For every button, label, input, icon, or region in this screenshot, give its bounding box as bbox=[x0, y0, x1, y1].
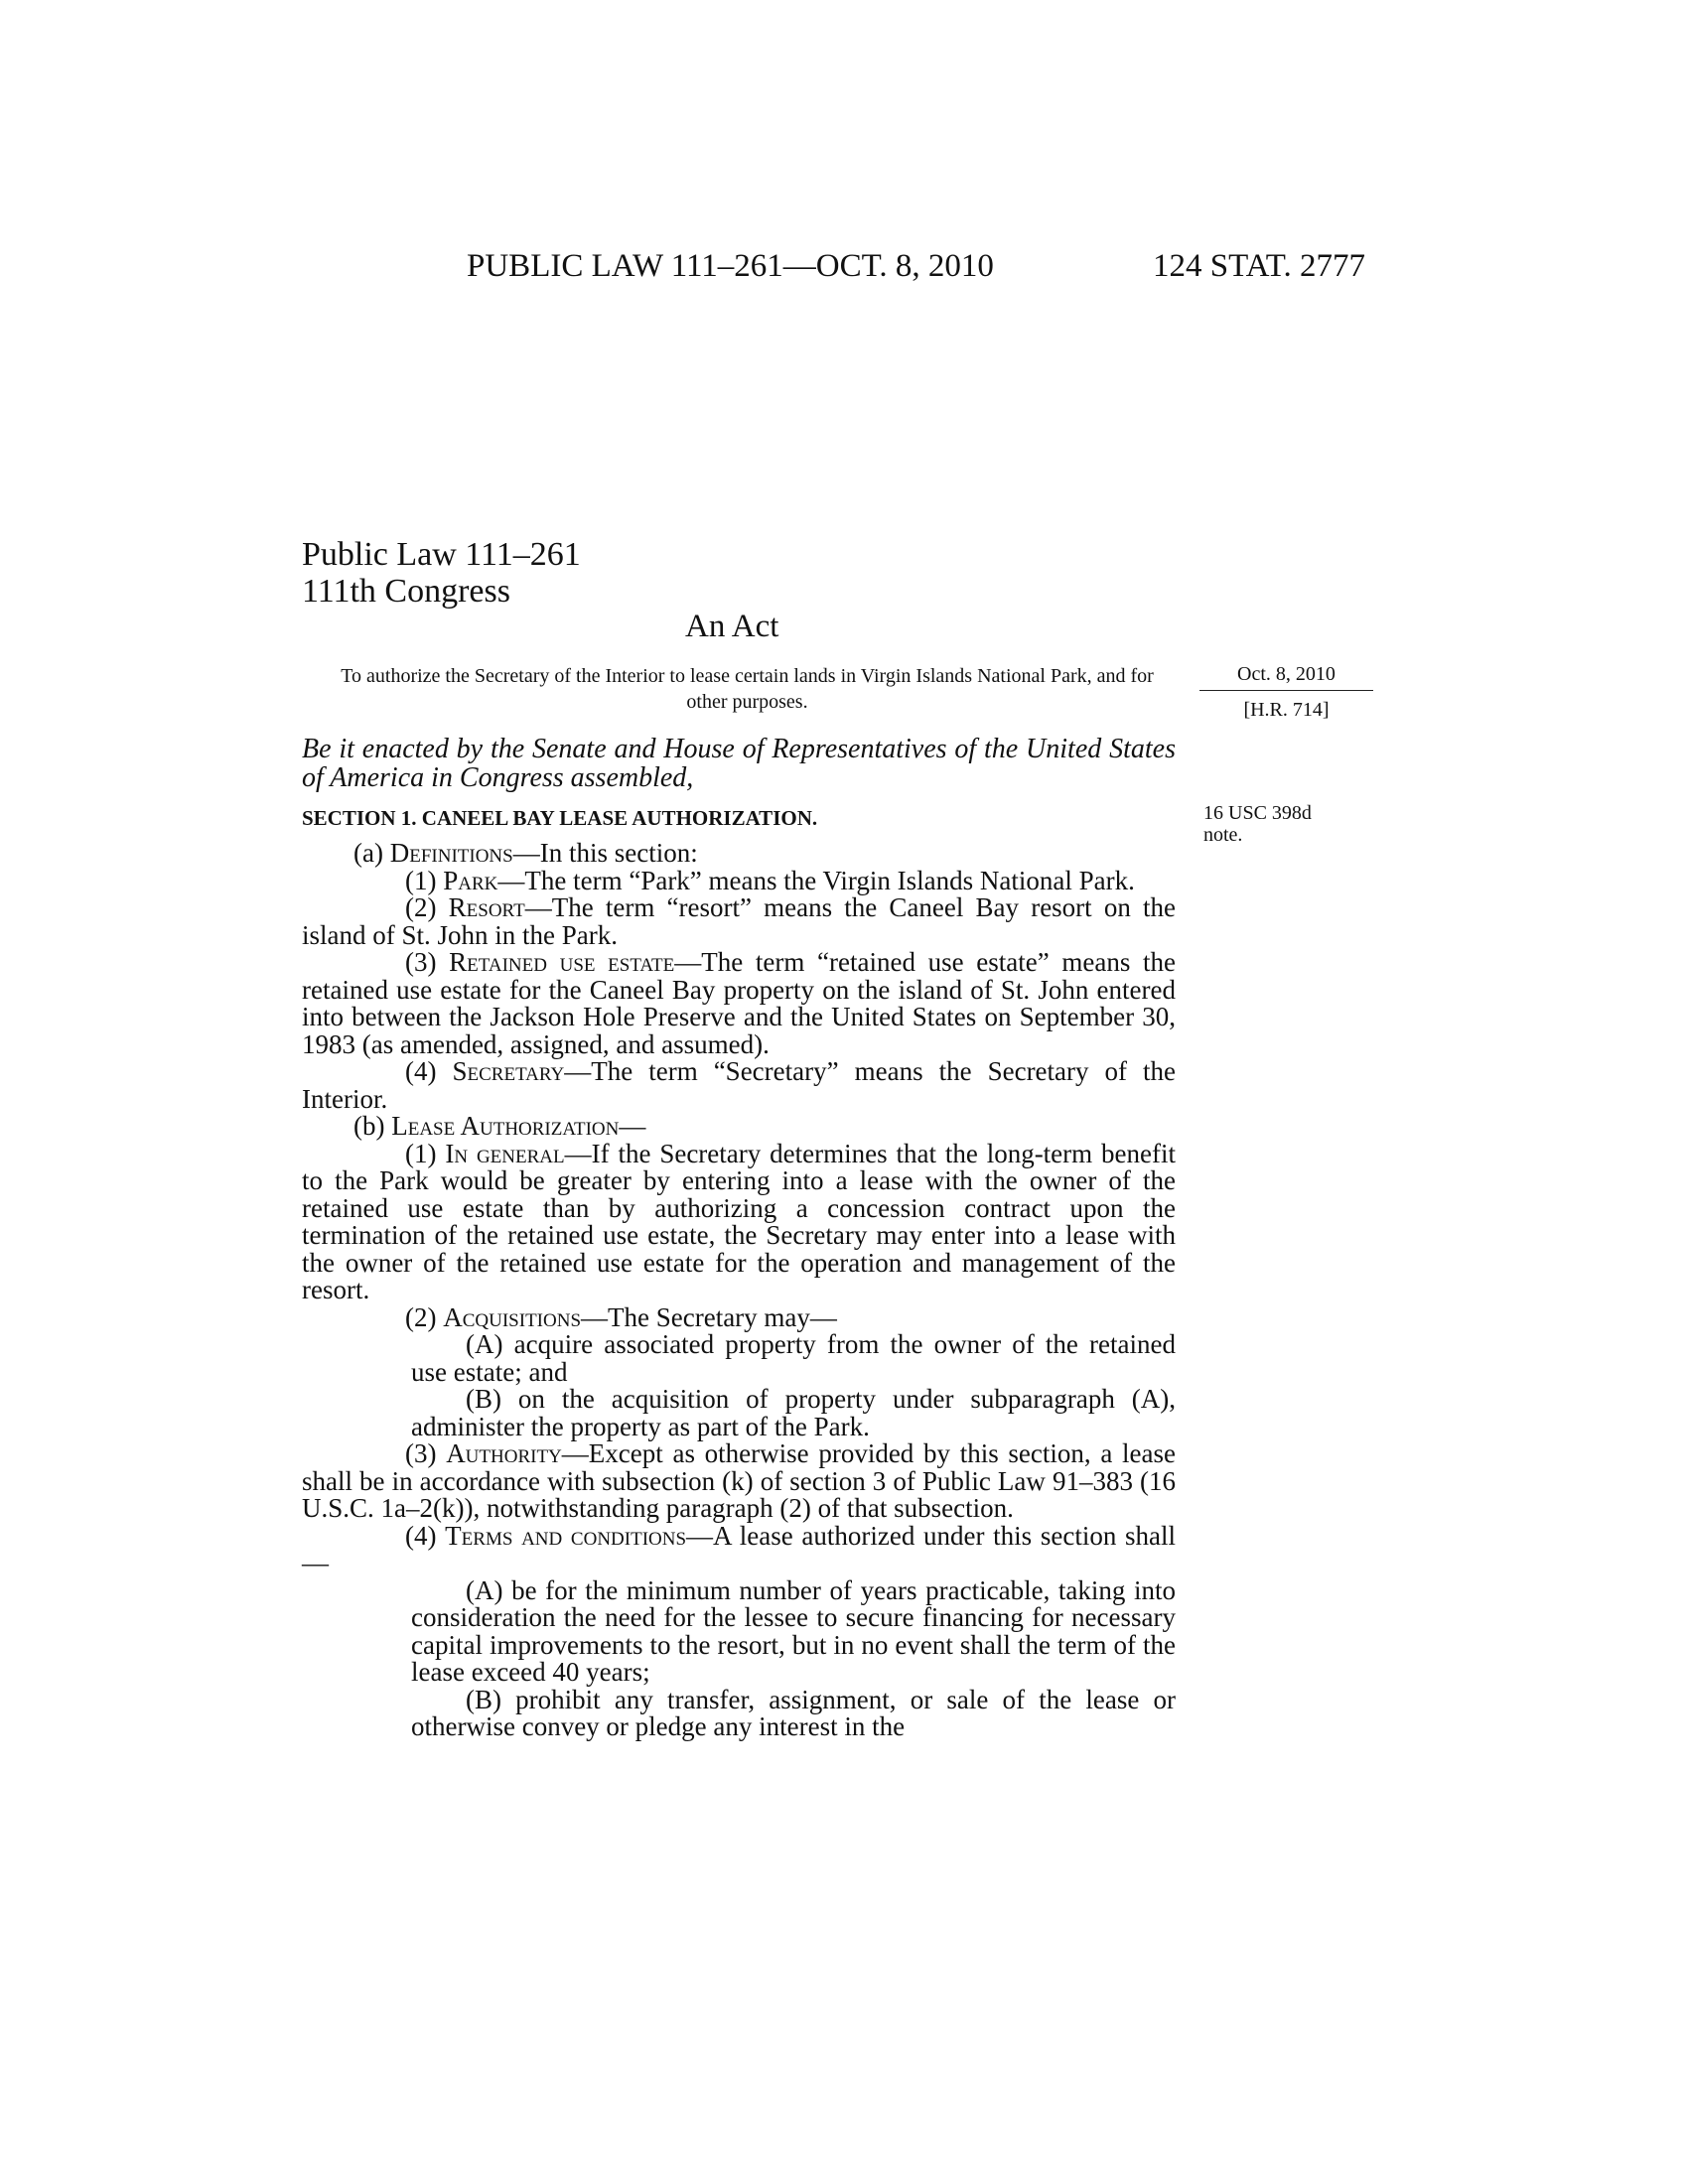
enactment-date-note: Oct. 8, 2010 bbox=[1199, 663, 1373, 691]
section-heading: SECTION 1. CANEEL BAY LEASE AUTHORIZATION. bbox=[302, 806, 818, 830]
law-heading bbox=[302, 536, 581, 610]
heading: Terms and conditions bbox=[445, 1520, 687, 1551]
section-body bbox=[302, 840, 1176, 1741]
heading: Acquisitions bbox=[443, 1301, 582, 1332]
text: —The term “Secretary” means the Secretary of the Interior. bbox=[302, 1056, 1177, 1114]
num: (2) bbox=[405, 892, 449, 922]
paragraph-b2 bbox=[302, 1301, 1176, 1332]
usc-citation-note bbox=[1203, 802, 1333, 846]
text: —In this section: bbox=[512, 838, 698, 868]
heading: In general bbox=[445, 1138, 565, 1168]
text: —The term “resort” means the Caneel Bay resort on the island of St. John in the Park. bbox=[302, 892, 1176, 950]
heading: Definitions bbox=[389, 838, 513, 868]
paragraph-a2 bbox=[302, 894, 1176, 949]
usc-citation-suffix: note. bbox=[1203, 824, 1243, 846]
num: (2) bbox=[405, 1301, 444, 1332]
subparagraph-b2A: (A) acquire associated property from the owner of the retained use estate; and bbox=[411, 1329, 1176, 1387]
heading: Park bbox=[443, 865, 498, 895]
paragraph-a4 bbox=[302, 1058, 1176, 1113]
act-title: An Act bbox=[685, 609, 779, 644]
text: —Except as otherwise provided by this section, a lease shall be in accordance with subsection (k) of section 3 of Public Law 91–383 (16 U.S.C. 1a–2(k)), notwithstanding paragraph (2) of that subsection. bbox=[302, 1438, 1176, 1523]
text: —If the Secretary determines that the long-term benefit to the Park would be greater by entering into a lease with the owner of the retained use estate than by authorizing a concession contract upon the termination of the retained use estate, the Secretary may enter into a lease with the owner of the retained use estate for the operation and management of the resort. bbox=[302, 1138, 1176, 1304]
subparagraph-b4B: (B) prohibit any transfer, assignment, or sale of the lease or otherwise convey or pledge any interest in the bbox=[411, 1684, 1176, 1741]
text: —The term “Park” means the Virgin Islands National Park. bbox=[497, 865, 1135, 895]
num: (3) bbox=[405, 947, 450, 977]
text: —The term “retained use estate” means the retained use estate for the Caneel Bay property on the island of St. John entered into between the Jackson Hole Preserve and the United States on September 30, 1983 (as amended, assigned, and assumed). bbox=[302, 947, 1177, 1059]
num: (1) bbox=[405, 865, 444, 895]
text: —A lease authorized under this section shall— bbox=[302, 1520, 1177, 1577]
heading: Resort bbox=[448, 892, 525, 922]
paragraph-a1 bbox=[302, 865, 1176, 895]
subsection-a bbox=[302, 840, 1176, 868]
num: (1) bbox=[405, 1138, 446, 1168]
heading: Authority bbox=[446, 1438, 562, 1468]
congress-number: 111th Congress bbox=[302, 573, 510, 610]
num: (4) bbox=[405, 1056, 453, 1086]
paragraph-b3 bbox=[302, 1440, 1176, 1523]
running-head-title: PUBLIC LAW 111–261—OCT. 8, 2010 bbox=[467, 248, 994, 284]
heading: Retained use estate bbox=[449, 947, 675, 977]
usc-citation-line: 16 USC 398d bbox=[1203, 802, 1312, 824]
purpose-statement: To authorize the Secretary of the Interior to lease certain lands in Virgin Islands National Park, and for other purposes. bbox=[341, 665, 1154, 713]
paragraph-a3 bbox=[302, 949, 1176, 1058]
text: — bbox=[619, 1111, 646, 1141]
running-head bbox=[467, 248, 1365, 284]
subsection-b bbox=[302, 1113, 1176, 1141]
enacting-clause: Be it enacted by the Senate and House of Representatives of the United States of America in Congress assembled, bbox=[302, 734, 1176, 793]
num: (3) bbox=[405, 1438, 447, 1468]
num: (4) bbox=[405, 1520, 446, 1551]
paragraph-b4 bbox=[302, 1520, 1177, 1577]
subparagraph-b2B: (B) on the acquisition of property under subparagraph (A), administer the property as part of the Park. bbox=[411, 1384, 1176, 1441]
text: —The Secretary may— bbox=[581, 1301, 837, 1332]
statute-page-number: 124 STAT. 2777 bbox=[1152, 248, 1365, 284]
heading: Secretary bbox=[452, 1056, 565, 1086]
num: (a) bbox=[353, 838, 390, 868]
paragraph-b1 bbox=[302, 1138, 1176, 1304]
heading: Lease Authorization bbox=[391, 1111, 620, 1141]
num: (b) bbox=[353, 1111, 392, 1141]
bill-number-note: [H.R. 714] bbox=[1243, 699, 1330, 721]
subparagraph-b4A: (A) be for the minimum number of years practicable, taking into consideration the need for the lessee to secure financing for necessary capital improvements to the resort, but in no event shall the term of the lease exceed 40 years; bbox=[411, 1574, 1176, 1687]
public-law-number: Public Law 111–261 bbox=[302, 536, 581, 573]
